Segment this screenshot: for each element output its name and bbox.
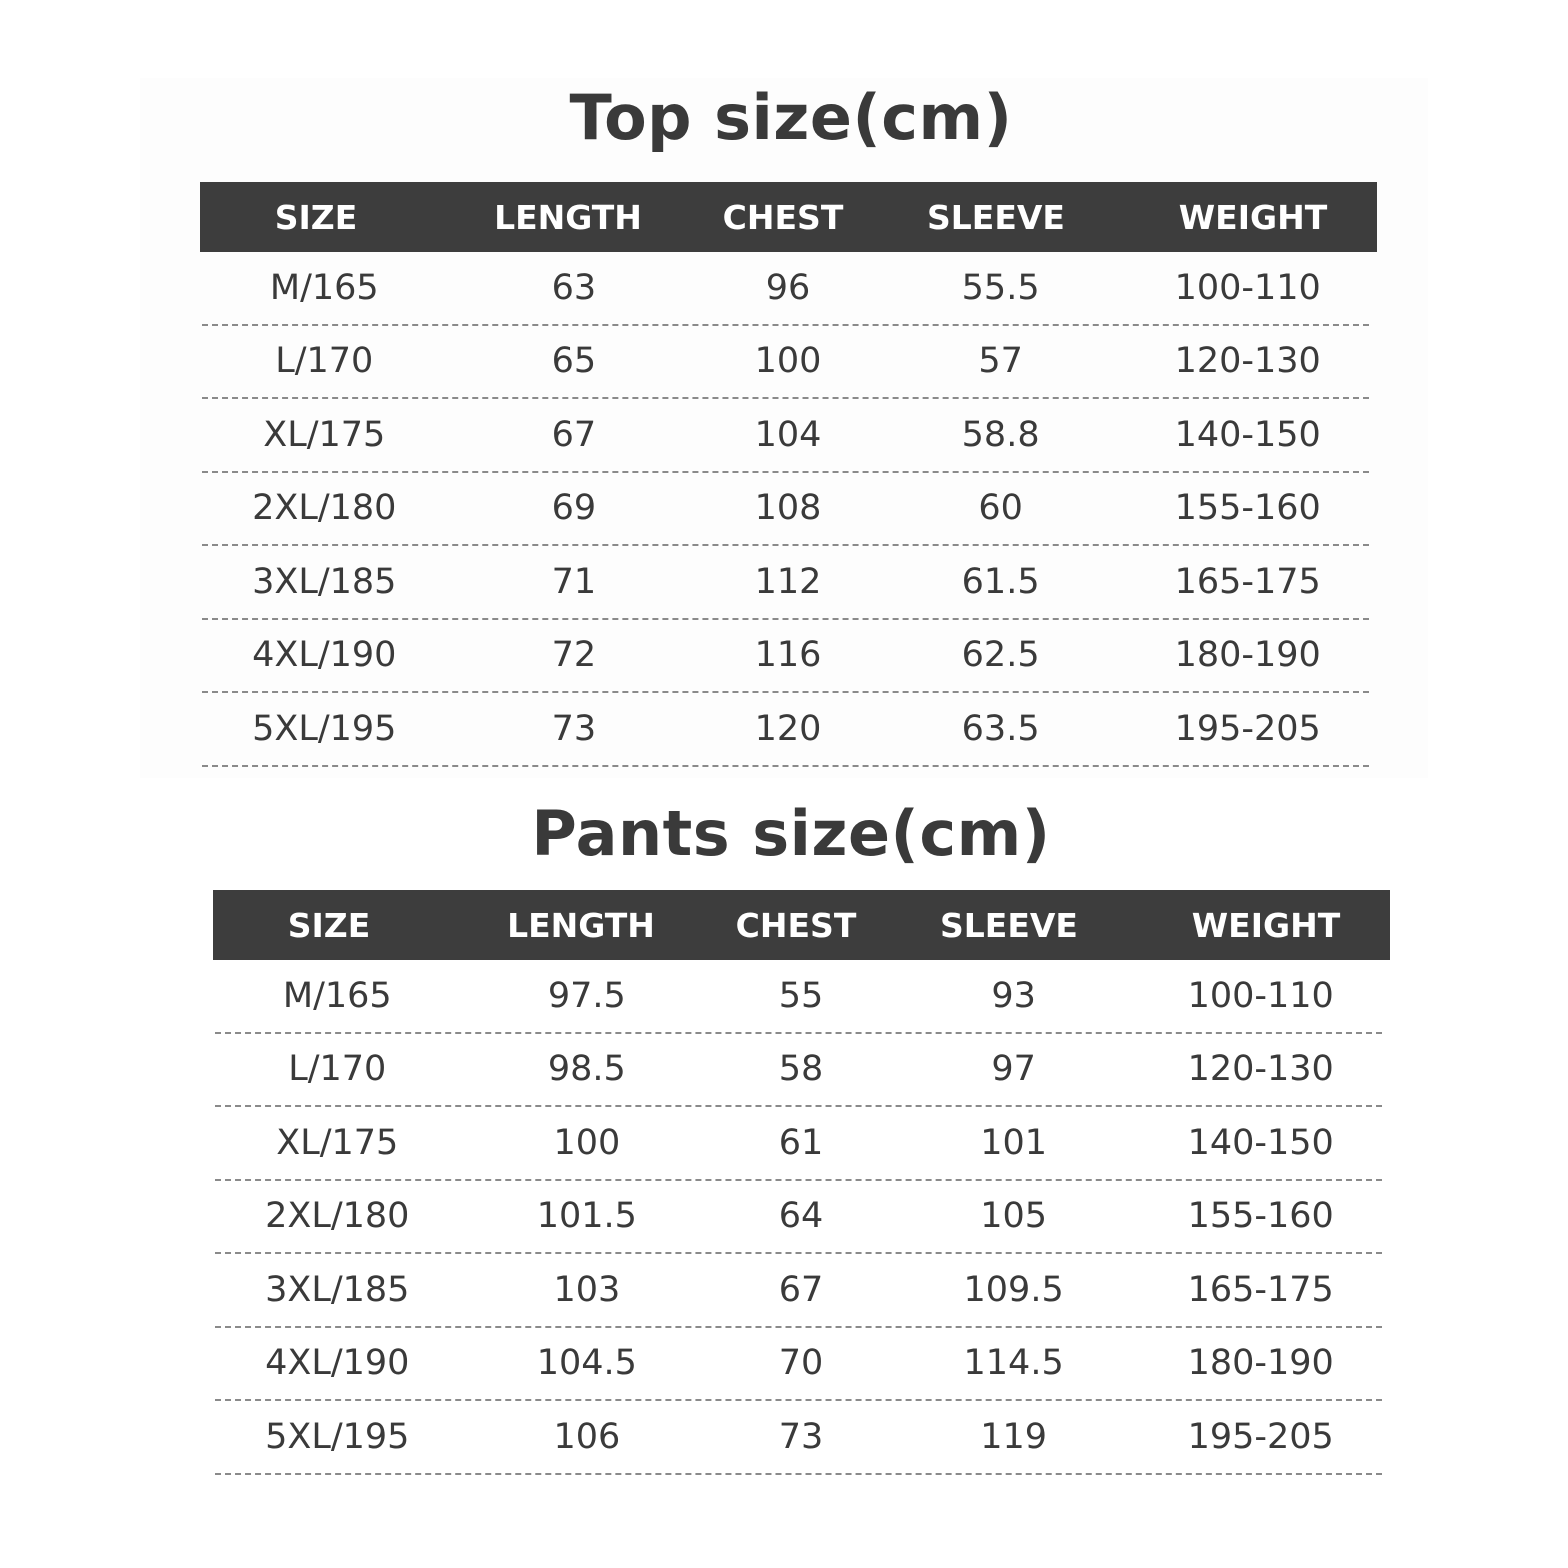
cell-chest: 116 — [754, 635, 822, 676]
cell-chest: 104 — [754, 414, 822, 455]
cell-chest: 120 — [754, 708, 822, 749]
header-length: LENGTH — [494, 197, 642, 237]
table-row — [215, 1401, 1382, 1475]
table-row — [215, 1254, 1382, 1328]
table-row — [215, 960, 1382, 1034]
cell-weight: 195-205 — [1187, 1416, 1334, 1457]
header-chest: CHEST — [722, 197, 844, 237]
cell-sleeve: 109.5 — [963, 1269, 1064, 1310]
table-row — [202, 326, 1369, 400]
cell-chest: 61 — [778, 1122, 824, 1163]
cell-length: 104.5 — [536, 1343, 637, 1384]
cell-size: 2XL/180 — [252, 488, 397, 529]
cell-weight: 195-205 — [1174, 708, 1321, 749]
cell-size: 2XL/180 — [265, 1196, 410, 1237]
cell-weight: 100-110 — [1174, 267, 1321, 308]
header-sleeve: SLEEVE — [940, 905, 1078, 945]
header-sleeve: SLEEVE — [927, 197, 1065, 237]
cell-sleeve: 119 — [980, 1416, 1048, 1457]
header-weight: WEIGHT — [1191, 905, 1341, 945]
cell-weight: 180-190 — [1187, 1343, 1334, 1384]
pants-size-table — [213, 890, 1390, 1475]
table-header — [200, 182, 1377, 252]
cell-size: M/165 — [282, 975, 392, 1016]
cell-chest: 67 — [778, 1269, 824, 1310]
cell-size: 5XL/195 — [265, 1416, 410, 1457]
top-size-title: Top size(cm) — [569, 81, 1013, 154]
cell-chest: 73 — [778, 1416, 824, 1457]
cell-length: 63 — [551, 267, 597, 308]
cell-size: 5XL/195 — [252, 708, 397, 749]
header-size: SIZE — [287, 905, 371, 945]
cell-size: 4XL/190 — [252, 635, 397, 676]
cell-chest: 55 — [778, 975, 824, 1016]
table-row — [202, 546, 1369, 620]
cell-sleeve: 101 — [980, 1122, 1048, 1163]
cell-sleeve: 60 — [978, 488, 1023, 529]
table-header — [213, 890, 1390, 960]
header-length: LENGTH — [507, 905, 655, 945]
cell-chest: 100 — [754, 341, 822, 382]
table-row — [215, 1181, 1382, 1255]
cell-weight: 140-150 — [1187, 1122, 1334, 1163]
cell-length: 65 — [551, 341, 597, 382]
cell-weight: 180-190 — [1174, 635, 1321, 676]
table-row — [202, 693, 1369, 767]
cell-length: 67 — [551, 414, 597, 455]
cell-size: XL/175 — [276, 1122, 399, 1163]
cell-sleeve: 55.5 — [961, 267, 1040, 308]
table-row — [215, 1107, 1382, 1181]
cell-chest: 64 — [778, 1196, 824, 1237]
cell-sleeve: 62.5 — [961, 635, 1040, 676]
cell-length: 98.5 — [547, 1049, 626, 1090]
cell-length: 73 — [551, 708, 597, 749]
header-weight: WEIGHT — [1178, 197, 1328, 237]
cell-size: L/170 — [288, 1049, 387, 1090]
cell-length: 103 — [553, 1269, 621, 1310]
cell-sleeve: 57 — [978, 341, 1023, 382]
cell-sleeve: 93 — [991, 975, 1036, 1016]
cell-length: 72 — [551, 635, 597, 676]
table-row — [202, 252, 1369, 326]
cell-size: 4XL/190 — [265, 1343, 410, 1384]
cell-length: 69 — [551, 488, 597, 529]
table-row — [202, 620, 1369, 694]
cell-sleeve: 61.5 — [961, 561, 1040, 602]
table-row — [202, 473, 1369, 547]
cell-weight: 155-160 — [1187, 1196, 1334, 1237]
cell-sleeve: 58.8 — [961, 414, 1040, 455]
cell-length: 71 — [551, 561, 597, 602]
cell-weight: 165-175 — [1174, 561, 1321, 602]
pants-size-title: Pants size(cm) — [531, 797, 1051, 870]
cell-length: 97.5 — [547, 975, 626, 1016]
cell-size: 3XL/185 — [252, 561, 397, 602]
table-row — [202, 399, 1369, 473]
table-row — [215, 1328, 1382, 1402]
cell-chest: 108 — [754, 488, 822, 529]
cell-sleeve: 63.5 — [961, 708, 1040, 749]
header-size: SIZE — [274, 197, 358, 237]
cell-chest: 96 — [765, 267, 811, 308]
cell-weight: 120-130 — [1174, 341, 1321, 382]
cell-weight: 100-110 — [1187, 975, 1334, 1016]
cell-length: 101.5 — [536, 1196, 637, 1237]
cell-length: 100 — [553, 1122, 621, 1163]
cell-weight: 140-150 — [1174, 414, 1321, 455]
cell-chest: 112 — [754, 561, 822, 602]
cell-chest: 58 — [778, 1049, 824, 1090]
cell-weight: 155-160 — [1174, 488, 1321, 529]
header-chest: CHEST — [735, 905, 857, 945]
cell-chest: 70 — [778, 1343, 824, 1384]
cell-size: XL/175 — [263, 414, 386, 455]
cell-weight: 120-130 — [1187, 1049, 1334, 1090]
cell-size: 3XL/185 — [265, 1269, 410, 1310]
cell-sleeve: 114.5 — [963, 1343, 1064, 1384]
cell-sleeve: 105 — [980, 1196, 1048, 1237]
cell-length: 106 — [553, 1416, 621, 1457]
cell-sleeve: 97 — [991, 1049, 1036, 1090]
cell-size: L/170 — [275, 341, 374, 382]
table-row — [215, 1034, 1382, 1108]
cell-size: M/165 — [269, 267, 379, 308]
top-size-table — [200, 182, 1377, 767]
cell-weight: 165-175 — [1187, 1269, 1334, 1310]
